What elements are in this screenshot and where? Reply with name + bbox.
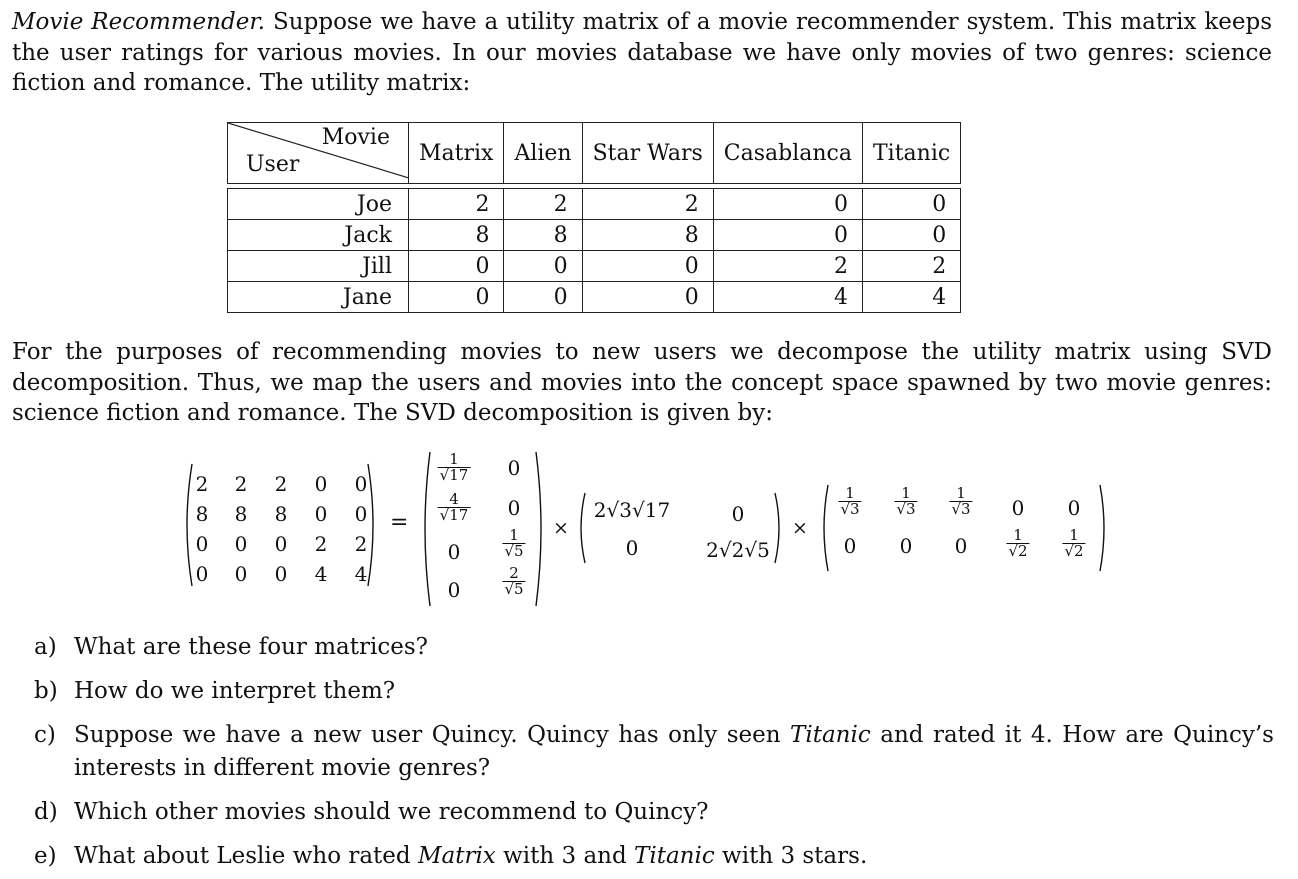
matrix-entry: 2√3√17 [593,498,671,522]
user-name: Jack [228,220,409,251]
numerator: 1 [1013,526,1023,544]
rating-cell: 0 [582,251,713,282]
rating-cell: 8 [582,220,713,251]
matrix-entry [1062,528,1085,559]
question-label: a) [34,634,57,660]
rating-cell: 0 [862,189,960,220]
matrix-entry: 8 [195,502,209,526]
denominator: √2 [1008,542,1028,560]
matrix-entry: 0 [274,532,288,556]
question-text: Which other movies should we recommend to Quincy? [74,799,709,825]
numerator: 1 [1069,526,1079,544]
matrix-entry: 2√2√5 [706,538,770,562]
numerator: 1 [845,484,855,502]
matrix-u [418,448,548,610]
table-row [228,220,961,251]
left-paren [818,482,830,574]
utility-matrix-m [180,460,380,590]
equals-sign: = [390,510,409,535]
rating-cell: 2 [409,189,504,220]
matrix-entry: 8 [274,502,288,526]
matrix-sigma [575,490,785,566]
matrix-entry: 4 [354,562,368,586]
matrix-entry [949,486,972,517]
matrix-entry: 2 [195,472,209,496]
matrix-entry: 2 [314,532,328,556]
right-paren [534,448,548,610]
movie-header: Matrix [409,123,504,184]
rating-cell: 2 [504,189,582,220]
matrix-entry: 2 [274,472,288,496]
matrix-entry [894,486,917,517]
right-paren [366,460,380,590]
rating-cell: 0 [713,189,862,220]
numerator: 2 [509,564,519,582]
question-text: with 3 stars. [714,843,868,869]
matrix-entry: 2 [234,472,248,496]
fraction [949,486,972,517]
matrix-v-transpose [818,482,1110,574]
matrix-entry [1006,528,1029,559]
rating-cell: 2 [582,189,713,220]
movie-header: Alien [504,123,582,184]
question-text: with 3 and [495,843,635,869]
intro-paragraph [12,7,1272,99]
table-row [228,189,961,220]
matrix-entry: 0 [314,472,328,496]
svd-paragraph: For the purposes of recommending movies to new users we decompose the utility matrix using SVD decomposition. Thus, we map the users and movies into the concept space spawned by two movie genres: science fiction and romance. The SVD decomposition is given by: [12,339,1272,426]
question-label: c) [34,722,56,748]
table-row [228,282,961,313]
matrix-entry [438,452,471,483]
fraction [502,528,525,559]
rating-cell: 0 [504,251,582,282]
rating-cell: 4 [713,282,862,313]
matrix-entry: 0 [314,502,328,526]
corner-movie-label: Movie [321,125,390,150]
matrix-entry [502,566,525,597]
denominator: √17 [439,506,469,524]
denominator: √3 [840,500,860,518]
matrix-entry: 0 [354,472,368,496]
question-text: and rated it 4. How are Quincy’s interests in different movie genres? [74,722,1274,781]
numerator: 1 [901,484,911,502]
right-paren [1098,482,1110,574]
matrix-entry: 0 [731,502,745,526]
rating-cell: 8 [409,220,504,251]
matrix-entry [838,486,861,517]
user-name: Joe [228,189,409,220]
left-paren [180,460,194,590]
rating-cell: 0 [713,220,862,251]
fraction [438,452,471,483]
fraction [502,566,525,597]
utility-matrix-table [227,122,961,313]
question-text: What about Leslie who rated [74,843,418,869]
movie-title-emphasis: Titanic [634,843,715,869]
fraction [1006,528,1029,559]
question-text: What are these four matrices? [74,634,428,660]
matrix-entry: 0 [195,532,209,556]
left-paren [575,490,587,566]
movie-header: Casablanca [713,123,862,184]
question-label: b) [34,678,58,704]
intro-text: Suppose we have a utility matrix of a movie recommender system. This matrix keeps the user ratings for various movies. In our movies database we have only movies of two genres: science fiction and romance. The utility matrix: [12,9,1273,96]
matrix-entry: 0 [1067,496,1081,520]
matrix-entry: 8 [234,502,248,526]
times-sign: × [553,517,569,539]
movie-header: Star Wars [582,123,713,184]
matrix-entry: 0 [625,536,639,560]
rating-cell: 2 [862,251,960,282]
right-paren [773,490,785,566]
matrix-entry: 0 [274,562,288,586]
user-name: Jane [228,282,409,313]
matrix-entry: 0 [507,456,521,480]
user-name: Jill [228,251,409,282]
question-text: Suppose we have a new user Quincy. Quincy has only seen [74,722,791,748]
denominator: √3 [896,500,916,518]
matrix-entry: 2 [354,532,368,556]
numerator: 4 [449,490,459,508]
matrix-entry [502,528,525,559]
numerator: 1 [449,450,459,468]
question-label: d) [34,799,58,825]
denominator: √17 [439,466,469,484]
fraction [838,486,861,517]
denominator: √2 [1064,542,1084,560]
movie-header: Titanic [862,123,960,184]
intro-title: Movie Recommender. [12,9,266,35]
times-sign: × [792,517,808,539]
rating-cell: 0 [582,282,713,313]
rating-cell: 0 [409,251,504,282]
fraction [438,492,471,523]
rating-cell: 4 [862,282,960,313]
question-label: e) [34,843,57,869]
left-paren [418,448,432,610]
matrix-entry: 0 [234,532,248,556]
corner-header [228,123,409,184]
matrix-entry: 0 [447,540,461,564]
fraction [894,486,917,517]
matrix-entry: 0 [1011,496,1025,520]
matrix-entry: 0 [954,534,968,558]
movie-title-emphasis: Titanic [790,722,871,748]
matrix-entry: 0 [507,496,521,520]
table-row [228,251,961,282]
denominator: √5 [504,580,524,598]
corner-user-label: User [246,152,300,177]
matrix-entry: 0 [354,502,368,526]
matrix-entry: 0 [447,578,461,602]
matrix-entry: 0 [899,534,913,558]
fraction [1062,528,1085,559]
matrix-entry [438,492,471,523]
matrix-entry: 0 [195,562,209,586]
numerator: 1 [956,484,966,502]
numerator: 1 [509,526,519,544]
movie-title-emphasis: Matrix [417,843,496,869]
question-text: How do we interpret them? [74,678,396,704]
matrix-entry: 0 [234,562,248,586]
denominator: √3 [951,500,971,518]
rating-cell: 0 [862,220,960,251]
rating-cell: 0 [409,282,504,313]
rating-cell: 8 [504,220,582,251]
rating-cell: 2 [713,251,862,282]
rating-cell: 0 [504,282,582,313]
matrix-entry: 0 [843,534,857,558]
matrix-entry: 4 [314,562,328,586]
denominator: √5 [504,542,524,560]
